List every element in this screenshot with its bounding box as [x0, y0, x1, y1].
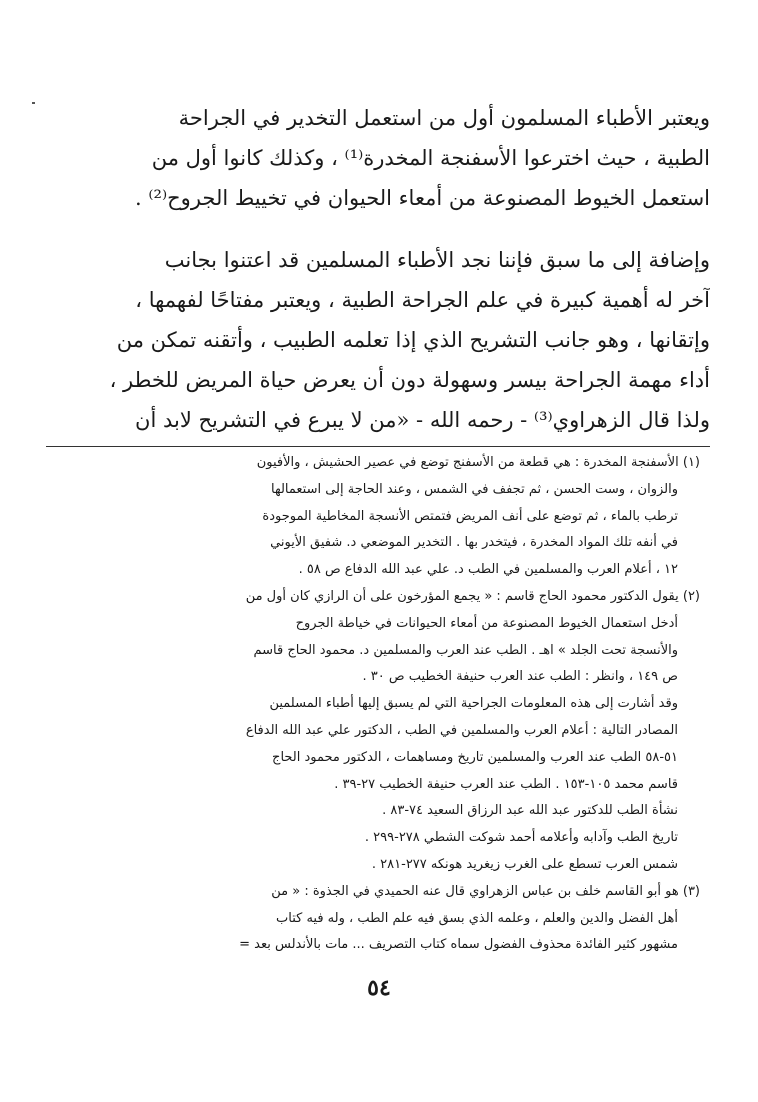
text-line: أداء مهمة الجراحة بيسر وسهولة دون أن يعرض حياة المريض للخطر ، — [109, 368, 710, 392]
footnote-line: في أنفه تلك المواد المخدرة ، فيتخدر بها . التخدير الموضعي د. شفيق الأيوني — [270, 535, 678, 551]
footnote-line: المصادر التالية : أعلام العرب والمسلمين في الطب ، الدكتور علي عبد الله الدفاع — [245, 722, 678, 738]
text-line: الطبية ، حيث اخترعوا الأسفنجة المخدرة⁽¹⁾ ، وكذلك كانوا أول من — [151, 146, 710, 170]
footnote-line: أهل الفضل والدين والعلم ، وعلمه الذي بسق فيه علم الطب ، وله فيه كتاب — [276, 910, 678, 926]
footnotes — [50, 450, 700, 959]
footnote-line: شمس العرب تسطع على الغرب زيغريد هونكه ٢٧٧-٢٨١ . — [371, 856, 678, 872]
footnote-line: (١) الأسفنجة المخدرة : هي قطعة من الأسفنج توضع في عصير الحشيش ، والأفيون — [256, 455, 700, 470]
footnote-line: ص ١٤٩ ، وانظر : الطب عند العرب حنيفة الخطيب ص ٣٠ . — [362, 669, 678, 685]
footnote-line: نشأة الطب للدكتور عبد الله عبد الرزاق السعيد ٧٤-٨٣ . — [382, 803, 678, 819]
footnote-1 — [50, 450, 700, 584]
footnote-line: وقد أشارت إلى هذه المعلومات الجراحية التي لم يسبق إليها أطباء المسلمين — [269, 696, 678, 712]
footnote-line: ترطب بالماء ، ثم توضع على أنف المريض فتمتص الأنسجة المخاطية الموجودة — [262, 508, 678, 524]
footnote-line: ٥١-٥٨ الطب عند العرب والمسلمين تاريخ ومساهمات ، الدكتور محمود الحاج — [272, 749, 678, 765]
page-number: ٥٤ — [367, 975, 391, 1001]
footnote-line: (٣) هو أبو القاسم خلف بن عباس الزهراوي قال عنه الحميدي في الجذوة : « من — [271, 883, 700, 899]
footnote-line: قاسم محمد ١٠٥-١٥٣ . الطب عند العرب حنيفة الخطيب ٢٧-٣٩ . — [334, 776, 678, 792]
footnote-line: والزوان ، وست الحسن ، ثم تجفف في الشمس ، وعند الحاجة إلى استعمالها — [271, 481, 678, 497]
footnote-line: والأنسجة تحت الجلد » اهـ . الطب عند العرب والمسلمين د. محمود الحاج قاسم — [253, 642, 678, 658]
text-line: آخر له أهمية كبيرة في علم الجراحة الطبية ، ويعتبر مفتاحًا لفهمها ، — [135, 288, 710, 312]
footnote-3 — [50, 879, 700, 959]
main-paragraph-1 — [46, 98, 710, 218]
footnote-separator — [46, 446, 710, 447]
text-line: وإتقانها ، وهو جانب التشريح الذي إذا تعلمه الطبيب ، وأتقنه تمكن من — [116, 328, 710, 352]
text-line: ولذا قال الزهراوي⁽³⁾ - رحمه الله - «من لا يبرع في التشريح لابد أن — [135, 408, 710, 432]
main-paragraph-2 — [46, 240, 710, 440]
footnote-line: ١٢ ، أعلام العرب والمسلمين في الطب د. علي عبد الله الدفاع ص ٥٨ . — [298, 562, 678, 578]
footnote-2 — [50, 584, 700, 879]
footnote-line: مشهور كثير الفائدة محذوف الفضول سماه كتاب التصريف ... مات بالأندلس بعد = — [239, 937, 678, 953]
footnote-line: أدخل استعمال الخيوط المصنوعة من أمعاء الحيوانات في خياطة الجروح — [295, 615, 678, 631]
footnote-line: تاريخ الطب وآدابه وأعلامه أحمد شوكت الشطي ٢٧٨-٢٩٩ . — [364, 830, 678, 846]
text-line: وإضافة إلى ما سبق فإننا نجد الأطباء المسلمين قد اعتنوا بجانب — [164, 248, 710, 272]
scan-speck — [32, 102, 35, 104]
text-line: استعمل الخيوط المصنوعة من أمعاء الحيوان في تخييط الجروح⁽²⁾ . — [135, 186, 710, 210]
footnote-line: (٢) يقول الدكتور محمود الحاج قاسم : « يجمع المؤرخون على أن الرازي كان أول من — [245, 588, 700, 604]
text-line: ويعتبر الأطباء المسلمون أول من استعمل التخدير في الجراحة — [178, 106, 710, 130]
